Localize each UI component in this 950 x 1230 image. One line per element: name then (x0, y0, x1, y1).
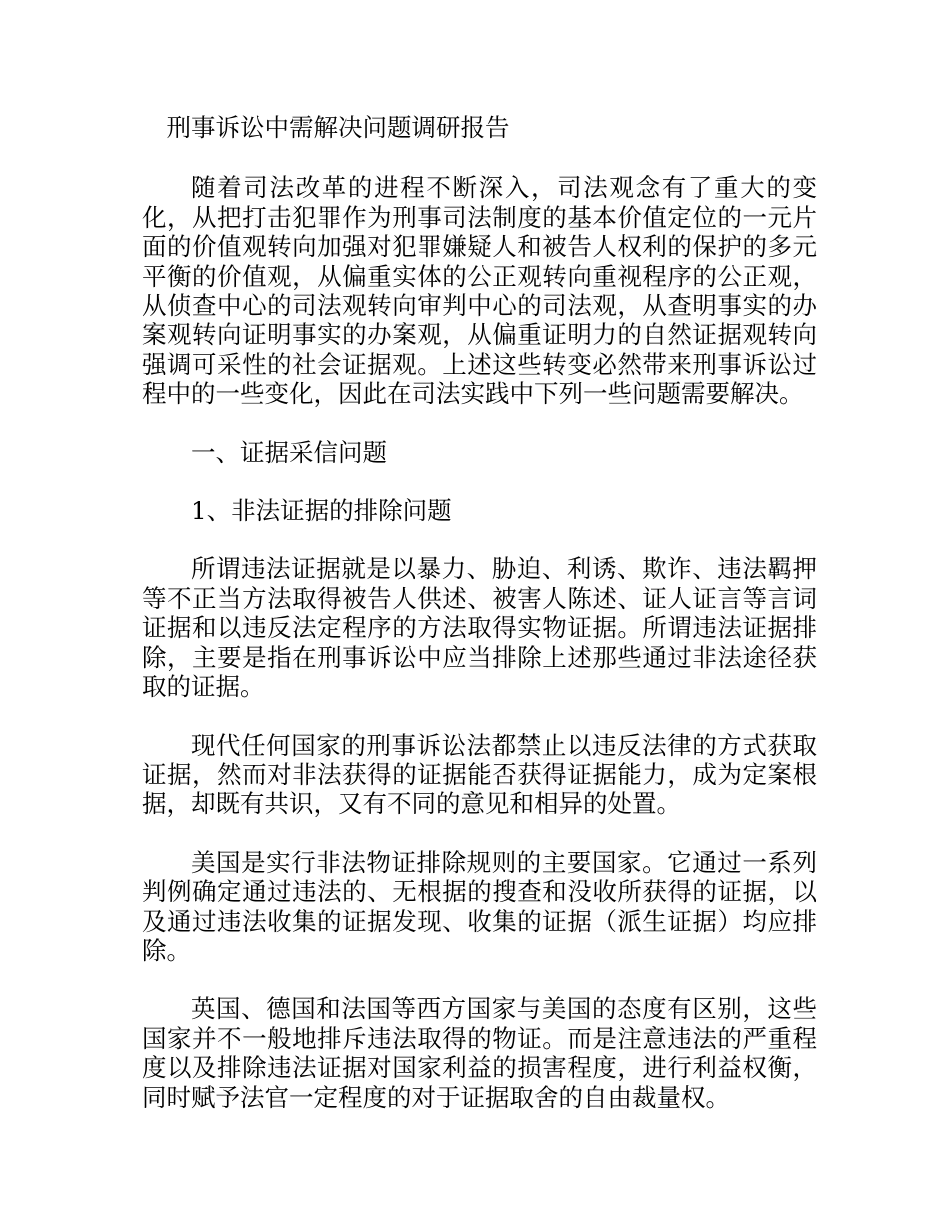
paragraph-intro: 随着司法改革的进程不断深入，司法观念有了重大的变化，从把打击犯罪作为刑事司法制度的基本价值定位的一元片面的价值观转向加强对犯罪嫌疑人和被告人权利的保护的多元平衡的价值观，从偏重实体的公正观转向重视程序的公正观，从侦查中心的司法观转向审判中心的司法观，从查明事实的办案观转向证明事实的办案观，从偏重证明力的自然证据观转向强调可采性的社会证据观。上述这些转变必然带来刑事诉讼过程中的一些变化，因此在司法实践中下列一些问题需要解决。 (142, 173, 817, 409)
paragraph-united-states: 美国是实行非法物证排除规则的主要国家。它通过一系列判例确定通过违法的、无根据的搜查和没收所获得的证据，以及通过违法收集的证据发现、收集的证据（派生证据）均应排除。 (142, 847, 817, 965)
paragraph-europe: 英国、德国和法国等西方国家与美国的态度有区别，这些国家并不一般地排斥违法取得的物证。而是注意违法的严重程度以及排除违法证据对国家利益的损害程度，进行利益权衡，同时赋予法官一定程度的对于证据取舍的自由裁量权。 (142, 994, 817, 1112)
document-page (142, 113, 817, 1112)
document-title: 刑事诉讼中需解决问题调研报告 (166, 113, 510, 142)
section-heading-evidence: 一、证据采信问题 (191, 437, 387, 467)
paragraph-illegal-evidence-definition: 所谓违法证据就是以暴力、胁迫、利诱、欺诈、违法羁押等不正当方法取得被告人供述、被害人陈述、证人证言等言词证据和以违反法定程序的方法取得实物证据。所谓违法证据排除，主要是指在刑事诉讼中应当排除上述那些通过非法途径获取的证据。 (142, 554, 817, 702)
subsection-heading-exclusion: 1、非法证据的排除问题 (191, 496, 452, 526)
paragraph-modern-law: 现代任何国家的刑事诉讼法都禁止以违反法律的方式获取证据，然而对非法获得的证据能否获得证据能力，成为定案根据，却既有共识，又有不同的意见和相异的处置。 (142, 730, 817, 819)
